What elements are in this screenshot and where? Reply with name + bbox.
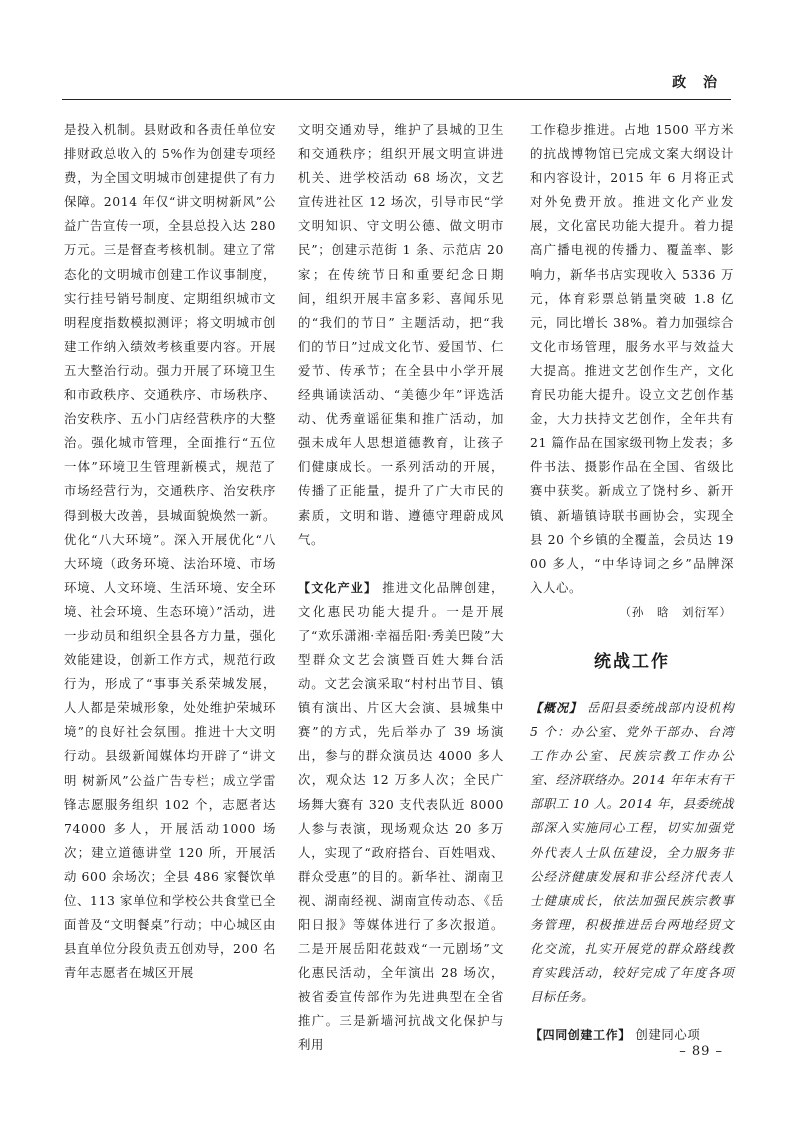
section-tag: 【概况】 [530,700,583,715]
column-3 [530,118,734,1047]
paragraph-text: 推进文化品牌创建，文化惠民功能大提升。一是开展了“欢乐潇湘·幸福岳阳·秀美巴陵”大型群众文艺会演暨百姓大舞台活动。文艺会演采取“村村出节目、镇镇有演出、片区大会演、县城集中赛”的方式，先后举办了 39 场演出，参与的群众演员达 4000 多人次，观众达 12 万多人次；全民广场舞大赛有 320 支代表队近 8000 人参与表演，现场观众达 20 多万人，实现了“政府搭台、百姓唱戏、群众受惠”的目的。新华社、湖南卫视、湖南经视、湖南宣传动态、《岳阳日报》等媒体进行了多次报道。二是开展岳阳花鼓戏“一元剧场”文化惠民活动，全年演出 28 场次，被省委宣传部作为先进典型在全省推广。三是新墙河抗战文化保护与利用 [298,579,504,1053]
header-divider [62,99,731,100]
section-heading: 统战工作 [594,651,670,672]
author-byline: （孙 晗 刘衍军） [619,604,732,619]
page-number: – 89 – [679,1044,723,1059]
section-paragraph-culture-industry [298,576,504,1058]
column-1 [64,118,276,985]
column-2 [298,118,504,1058]
body-paragraph: 文明交通劝导，维护了县城的卫生和交通秩序；组织开展文明宣讲进机关、进学校活动 68 场次，文艺宣传进社区 12 场次，引导市民“学文明知识、守文明公德、做文明市民”；创建示范街 1 条、示范店 20 家；在传统节日和重要纪念日期间，组织开展丰富多彩、喜闻乐见的“我们的节日” 主题活动，把“我们的节日”过成文化节、爱国节、仁爱节、传承节；在全县中小学开展经典诵读活动、“美德少年”评选活动、优秀童谣征集和推广活动，加强未成年人思想道德教育，让孩子们健康成长。一系列活动的开展，传播了正能量，提升了广大市民的素质，文明和谐、遵德守理蔚成风气。 [298,122,504,547]
section-paragraph-overview [530,696,734,1009]
body-paragraph: 是投入机制。县财政和各责任单位安排财政总收入的 5%作为创建专项经费，为全国文明城市创建提供了有力保障。2014 年仅“讲文明树新风”公益广告宣传一项，全县总投入达 280 万元。三是督查考核机制。建立了常态化的文明城市创建工作议事制度，实行挂号销号制度、定期组织城市文明程度指数模拟测评；将文明城市创建工作纳入绩效考核重要内容。开展五大整治行动。强力开展了环境卫生和市政秩序、交通秩序、市场秩序、治安秩序、五小门店经营秩序的大整治。强化城市管理，全面推行“五位一体”环境卫生管理新模式，规范了市场经营行为，交通秩序、治安秩序得到极大改善，县城面貌焕然一新。优化“八大环境”。深入开展优化“八大环境（政务环境、法治环境、市场环境、人文环境、生活环境、安全环境、社会环境、生态环境）”活动，进一步动员和组织全县各方力量，强化效能建设，创新工作方式，规范行政行为，形成了“事事关系荣城发展，人人都是荣城形象，处处维护荣城环境”的良好社会氛围。推进十大文明行动。县级新闻媒体均开辟了“讲文明 树新风”公益广告专栏；成立学雷锋志愿服务组织 102 个，志愿者达 74000 多人，开展活动1000 场次；建立道德讲堂 120 所，开展活动 600 余场次；全县 486 家餐饮单位、113 家单位和学校公共食堂已全面普及“文明餐桌”行动；中心城区由县直单位分段负责五创劝导，200 名青年志愿者在城区开展 [64,122,276,981]
paragraph-text: 创建同心项 [630,1027,701,1043]
section-tag: 【四同创建工作】 [530,1028,631,1043]
body-paragraph: 工作稳步推进。占地 1500 平方米的抗战博物馆已完成文案大纲设计和内容设计，2015 年 6 月将正式对外免费开放。推进文化产业发展，文化富民功能大提升。着力提高广播电视的传播力、覆盖率、影响力，新华书店实现收入 5336 万元，体育彩票总销量突破 1.8 亿元，同比增长 38%。着力加强综合文化市场管理，服务水平与效益大大提高。推进文艺创作生产，文化育民功能大提升。设立文艺创作基金，大力扶持文艺创作，全年共有 21 篇作品在国家级刊物上发表；多件书法、摄影作品在全国、省级比赛中获奖。新成立了饶村乡、新开镇、新墙镇诗联书画协会，实现全县 20 个乡镇的全覆盖，会员达 1900 多人，“中华诗词之乡”品牌深入人心。 [530,122,734,595]
paragraph-text: 岳阳县委统战部内设机构 5 个：办公室、党外干部办、台湾工作办公室、民族宗教工作办公室、经济联络办。2014 年年末有干部职工 10 人。2014 年，县委统战部深入实施同心工程，切实加强党外代表人士队伍建设，全力服务非公经济健康发展和非公经济代表人士健康成长，依法加强民族宗教事务管理，积极推进岳台两地经贸文化交流，扎实开展党的群众路线教育实践活动，较好完成了年度各项目标任务。 [530,699,734,1005]
section-tag: 【文化产业】 [298,580,378,595]
section-title: 政 治 [672,75,723,91]
